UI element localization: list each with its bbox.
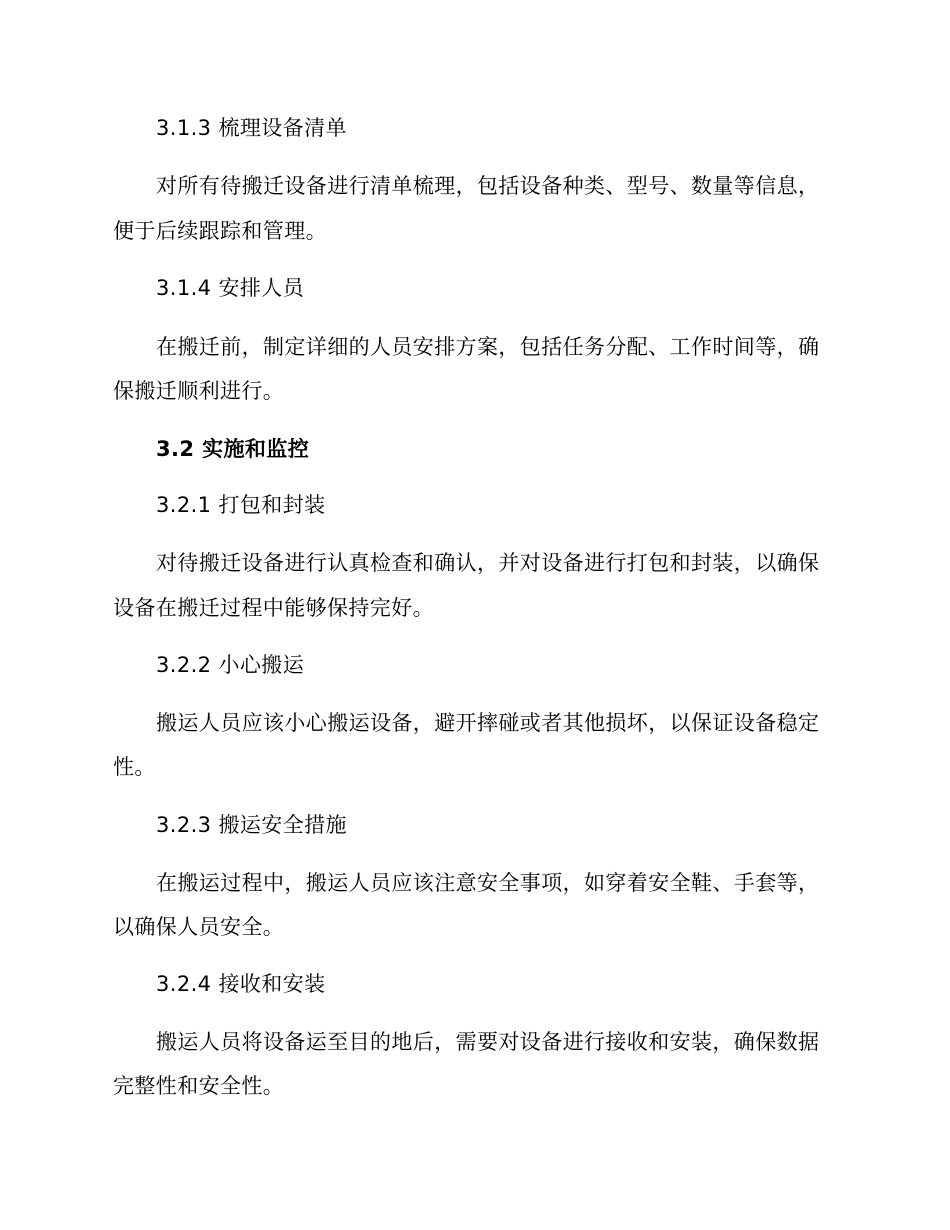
paragraph-line: 保搬迁顺利进行。 [113, 379, 285, 403]
paragraph-line: 设备在搬迁过程中能够保持完好。 [113, 596, 434, 620]
paragraph-line: 对待搬迁设备进行认真检查和确认，并对设备进行打包和封装，以确保 [156, 551, 820, 575]
paragraph-line: 搬运人员将设备运至目的地后，需要对设备进行接收和安装，确保数据 [156, 1030, 820, 1054]
paragraph-line: 搬运人员应该小心搬运设备，避开摔碰或者其他损坏，以保证设备稳定 [156, 711, 820, 735]
paragraph-line: 以确保人员安全。 [113, 915, 285, 939]
heading-3-2-4: 3.2.4 接收和安装 [156, 972, 326, 996]
paragraph-line: 在搬运过程中，搬运人员应该注意安全事项，如穿着安全鞋、手套等， [156, 871, 820, 895]
paragraph-line: 完整性和安全性。 [113, 1074, 285, 1098]
paragraph-line: 便于后续跟踪和管理。 [113, 219, 327, 243]
paragraph-line: 对所有待搬迁设备进行清单梳理，包括设备种类、型号、数量等信息， [156, 174, 820, 198]
heading-3-2-3: 3.2.3 搬运安全措施 [156, 813, 347, 837]
heading-3-1-4: 3.1.4 安排人员 [156, 276, 305, 300]
heading-3-2-1: 3.2.1 打包和封装 [156, 493, 326, 517]
section-heading-3-2: 3.2 实施和监控 [156, 437, 310, 461]
paragraph-line: 在搬迁前，制定详细的人员安排方案，包括任务分配、工作时间等，确 [156, 335, 820, 359]
heading-3-2-2: 3.2.2 小心搬运 [156, 653, 305, 677]
paragraph-line: 性。 [113, 755, 156, 779]
heading-3-1-3: 3.1.3 梳理设备清单 [156, 116, 347, 140]
